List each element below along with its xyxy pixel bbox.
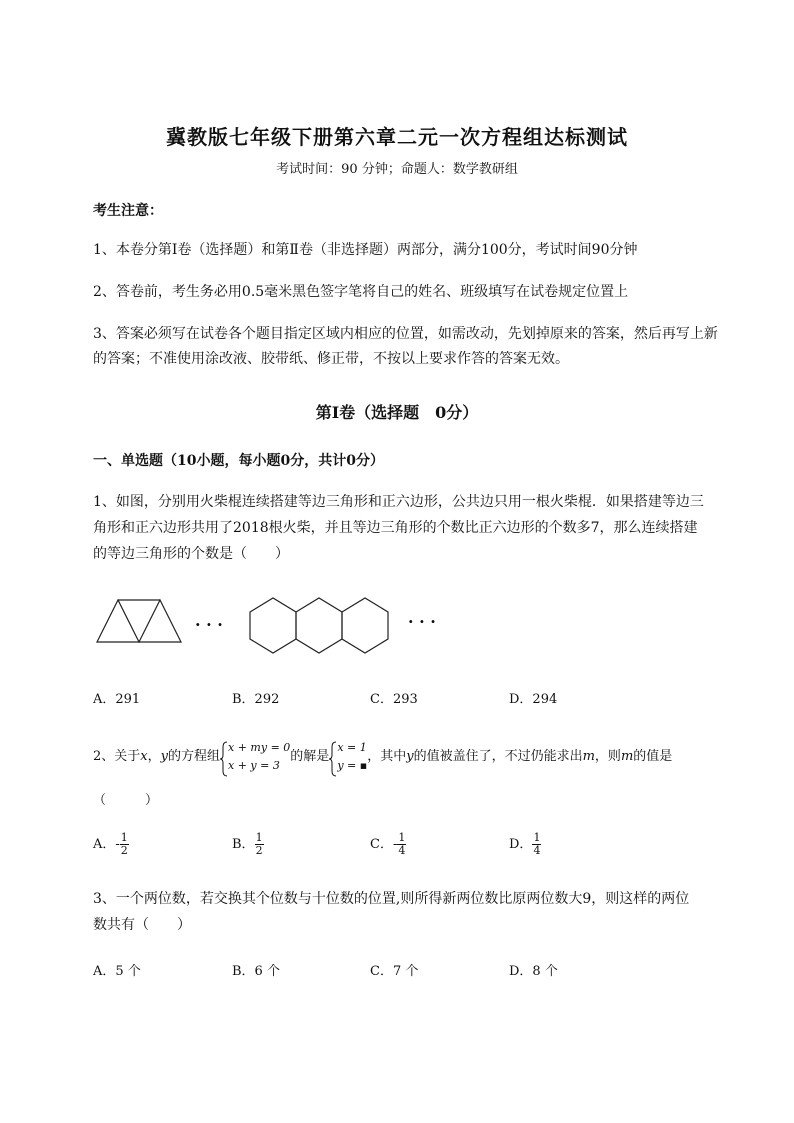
ellipsis-1: · · · (195, 615, 223, 634)
q3-option-c[interactable]: C．7 个 (370, 964, 419, 979)
q1-line-2: 角形和正六边形共用了2018根火柴，并且等边三角形的个数比正六边形的个数多7，那么连续搭建 (93, 520, 698, 536)
brace-icon (220, 741, 228, 777)
hexagon-3 (342, 598, 388, 653)
hexagons-figure (248, 596, 398, 656)
q3-option-a[interactable]: A．5 个 (93, 964, 141, 979)
q3-option-d[interactable]: D．8 个 (509, 964, 558, 979)
fraction: $\frac{1}{2}$ (120, 831, 128, 857)
triangle-2 (139, 600, 181, 642)
notice-item-3: 3、答案必须写在试卷各个题目指定区域内相应的位置，如需改动，先划掉原来的答案，然后再写上新 (93, 326, 718, 342)
part-heading: 一、单选题（10小题，每小题0分，共计0分） (93, 453, 384, 469)
var-x: x (140, 749, 148, 764)
q1-option-b[interactable]: B．292 (232, 692, 280, 707)
solution-2: y = ▪ (337, 758, 368, 772)
q2-stem: 2、关于x，y的方程组 x + my = 0 x + y = 3 的解是 x = 1 y = ▪ ，其中y的值被盖住了，不过仍能求出m，则m的值是 (93, 737, 672, 777)
q3-line-2: 数共有（ ） (93, 917, 191, 933)
q3-line-1: 3、一个两位数，若交换其个位数与十位数的位置,则所得新两位数比原两位数大9，则这样的两位 (93, 891, 690, 907)
triangles-figure (95, 597, 185, 645)
equation-1: x + my = 0 (228, 740, 291, 754)
fraction: $\frac{1}{4}$ (533, 831, 541, 857)
notice-item-1: 1、本卷分第Ⅰ卷（选择题）和第Ⅱ卷（非选择题）两部分，满分100分，考试时间90分钟 (93, 242, 638, 258)
notice-item-3-cont: 的答案；不准使用涂改液、胶带纸、修正带，不按以上要求作答的答案无效。 (93, 351, 569, 367)
q2-option-a[interactable]: A．- $\frac{1}{2}$ (93, 831, 128, 857)
q1-option-a[interactable]: A．291 (93, 692, 141, 707)
var-y: y (160, 749, 168, 764)
section-title: 第Ⅰ卷（选择题 0分） (315, 403, 479, 422)
notice-heading: 考生注意： (93, 203, 163, 219)
solution-1: x = 1 (337, 740, 367, 754)
q2-option-b[interactable]: B． $\frac{1}{2}$ (232, 831, 263, 857)
notice-item-2: 2、答卷前，考生务必用0.5毫米黑色签字笔将自己的姓名、班级填写在试卷规定位置上 (93, 284, 629, 300)
hexagon-1 (250, 598, 296, 653)
q1-line-3: 的等边三角形的个数是（ ） (93, 546, 289, 562)
q2-option-c[interactable]: C．- $\frac{1}{4}$ (370, 831, 406, 857)
triangle-1 (97, 600, 139, 642)
ellipsis-2: · · · (408, 612, 436, 631)
q2-option-d[interactable]: D． $\frac{1}{4}$ (509, 831, 541, 857)
q1-line-1: 1、如图，分别用火柴棍连续搭建等边三角形和正六边形，公共边只用一根火柴棍．如果搭建等边三 (93, 494, 704, 510)
q1-option-c[interactable]: C．293 (370, 692, 418, 707)
q1-option-d[interactable]: D．294 (509, 692, 558, 707)
hexagon-2 (296, 598, 342, 653)
var-m-2: m (620, 749, 634, 764)
q3-option-b[interactable]: B．6 个 (232, 964, 280, 979)
exam-info: 考试时间：90 分钟；命题人：数学教研组 (276, 162, 518, 177)
var-y-2: y (406, 749, 414, 764)
var-m: m (582, 749, 595, 764)
solution-system (329, 739, 367, 775)
brace-icon (329, 741, 337, 777)
q2-answer-paren: （ ） (93, 793, 159, 808)
equation-2: x + y = 3 (228, 758, 280, 772)
equation-system (220, 739, 290, 775)
fraction: $\frac{1}{2}$ (255, 831, 263, 857)
page-title: 冀教版七年级下册第六章二元一次方程组达标测试 (166, 125, 628, 149)
fraction: $\frac{1}{4}$ (398, 831, 406, 857)
